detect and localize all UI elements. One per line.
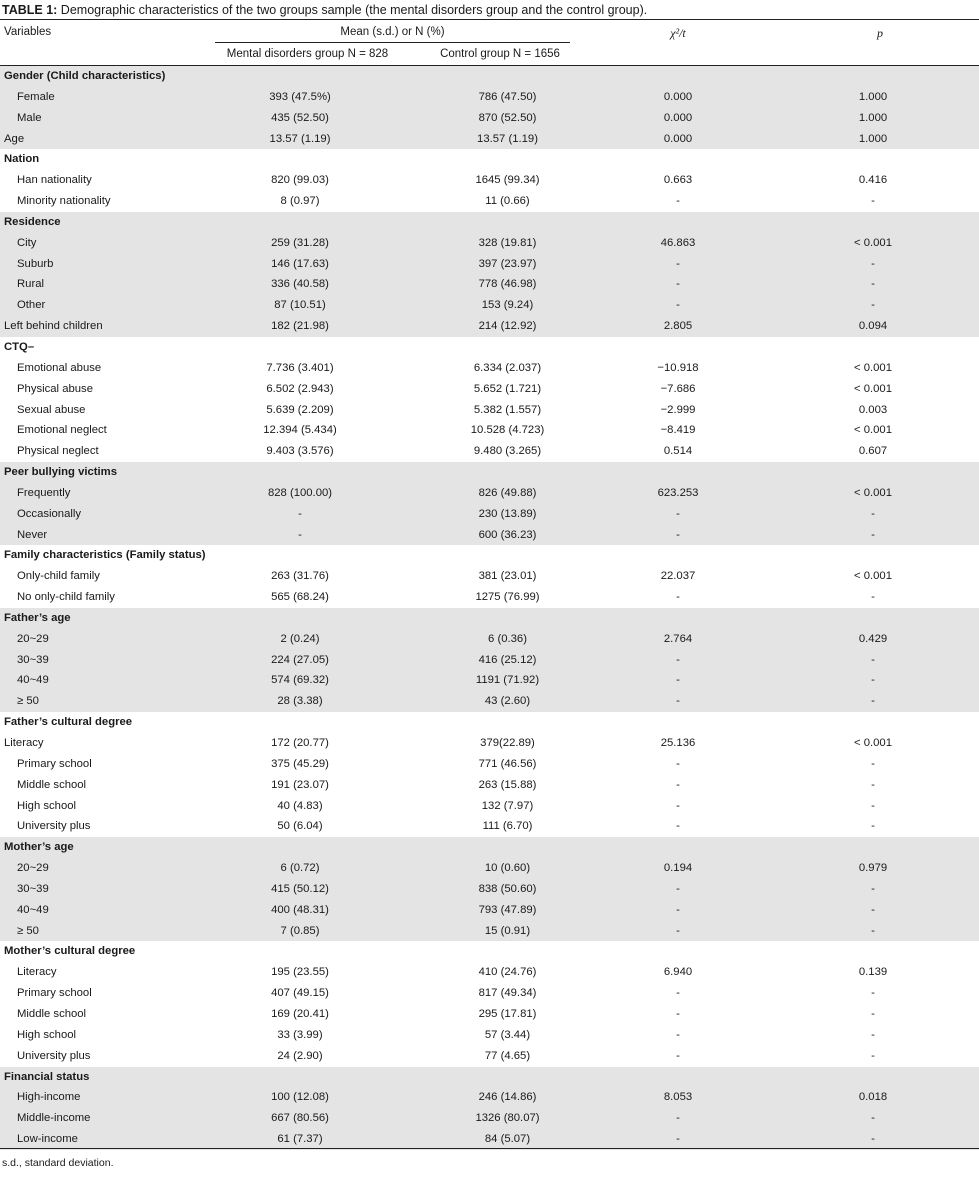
row-p-value: - [871, 987, 875, 1000]
table-row [0, 691, 979, 712]
row-p-value: 0.416 [858, 174, 888, 187]
row-group2-value: 870 (52.50) [478, 111, 537, 124]
row-group1-value: 393 (47.5%) [269, 90, 331, 103]
row-group1-value: 169 (20.41) [271, 1007, 329, 1020]
row-label: Never [17, 528, 48, 541]
table-row [0, 170, 979, 191]
row-label: Mother’s age [4, 841, 74, 854]
table-row [0, 191, 979, 212]
row-group1-value: 50 (6.04) [277, 820, 323, 833]
row-chi-value: 25.136 [660, 737, 696, 749]
header-mean: Mean (s.d.) or N (%) [340, 26, 445, 38]
row-group1-value: - [298, 507, 302, 520]
table-row [0, 962, 979, 983]
row-label: Nation [4, 153, 40, 166]
table-row [0, 900, 979, 921]
row-p-value: - [871, 1007, 875, 1020]
row-group2-value: 9.480 (3.265) [473, 445, 542, 458]
row-group2-value: 600 (36.23) [478, 528, 537, 541]
row-label: Low-income [17, 1133, 78, 1146]
row-group1-value: 5.639 (2.209) [266, 403, 334, 416]
row-label: Physical neglect [17, 445, 99, 458]
row-p-value: - [871, 653, 875, 666]
table-row [0, 1087, 979, 1108]
table-row [0, 775, 979, 796]
row-label: Suburb [17, 257, 54, 270]
row-group2-value: 838 (50.60) [478, 882, 537, 895]
table-footnote: s.d., standard deviation. [2, 1157, 114, 1169]
row-group2-value: 1191 (71.92) [475, 674, 540, 687]
row-label: Emotional neglect [17, 424, 107, 437]
row-p-value: - [871, 1028, 875, 1041]
table-row [0, 274, 979, 295]
row-group2-value: 381 (23.01) [478, 570, 537, 583]
row-label: Family characteristics (Family status) [4, 549, 206, 562]
row-p-value: - [871, 257, 875, 270]
row-group2-value: 6.334 (2.037) [473, 361, 542, 374]
row-p-value: - [871, 924, 875, 937]
row-group2-value: 246 (14.86) [478, 1091, 537, 1104]
table-row [0, 1046, 979, 1067]
row-p-value: - [871, 591, 875, 604]
row-chi-value: - [676, 507, 680, 520]
row-group1-value: 415 (50.12) [271, 882, 329, 895]
row-label: ≥ 50 [17, 924, 39, 937]
row-p-value: 0.139 [858, 966, 888, 979]
row-group1-value: 12.394 (5.434) [263, 424, 337, 437]
row-label: Literacy [17, 966, 57, 979]
row-group1-value: 172 (20.77) [271, 737, 329, 749]
row-group1-value: 400 (48.31) [271, 903, 329, 916]
row-p-value: - [871, 278, 875, 291]
bottom-rule [0, 1148, 979, 1149]
row-group1-value: 9.403 (3.576) [266, 445, 334, 458]
caption-label: TABLE 1: [2, 3, 58, 17]
row-chi-value: - [676, 1133, 680, 1146]
row-label: Literacy [4, 737, 44, 749]
row-group1-value: 61 (7.37) [277, 1133, 323, 1146]
row-chi-value: - [676, 653, 680, 666]
row-label: ≥ 50 [17, 695, 39, 708]
table-row [0, 316, 979, 337]
row-chi-value: - [676, 882, 680, 895]
row-p-value: - [871, 882, 875, 895]
row-group1-value: 100 (12.08) [271, 1091, 329, 1104]
table-row [0, 87, 979, 108]
row-label: Mother’s cultural degree [4, 945, 136, 958]
row-p-value: - [871, 299, 875, 312]
table-row [0, 233, 979, 254]
table-caption [2, 3, 647, 17]
row-label: Rural [17, 278, 44, 291]
row-p-value: 1.000 [858, 90, 888, 103]
table-row [0, 754, 979, 775]
row-p-value: - [871, 674, 875, 687]
row-group1-value: 435 (52.50) [271, 111, 329, 124]
table-row [0, 858, 979, 879]
row-p-value: - [871, 778, 875, 791]
row-p-value: < 0.001 [853, 424, 892, 437]
row-group1-value: 40 (4.83) [277, 799, 323, 812]
row-p-value: - [871, 799, 875, 812]
row-chi-value: - [676, 903, 680, 916]
table-row [0, 733, 979, 754]
row-group1-value: 375 (45.29) [271, 757, 329, 770]
table-row [0, 921, 979, 942]
table-row [0, 629, 979, 650]
row-chi-value: - [676, 195, 680, 208]
row-group1-value: - [298, 528, 302, 541]
row-group1-value: 565 (68.24) [271, 591, 329, 604]
row-chi-value: −10.918 [657, 361, 699, 374]
row-group1-value: 24 (2.90) [277, 1049, 323, 1062]
row-group2-value: 84 (5.07) [484, 1133, 531, 1146]
row-p-value: 0.094 [858, 320, 888, 333]
row-p-value: < 0.001 [853, 361, 892, 374]
table-row [0, 295, 979, 316]
row-group1-value: 8 (0.97) [280, 195, 320, 208]
row-group2-value: 1645 (99.34) [475, 174, 540, 187]
row-group2-value: 153 (9.24) [481, 299, 534, 312]
table-row [0, 1025, 979, 1046]
row-label: CTQ– [4, 340, 35, 353]
table-section-header [0, 462, 979, 483]
row-label: Middle-income [17, 1112, 91, 1125]
row-group1-value: 195 (23.55) [271, 966, 329, 979]
row-group1-value: 182 (21.98) [271, 320, 329, 333]
row-p-value: < 0.001 [853, 236, 892, 249]
row-group2-value: 786 (47.50) [478, 90, 537, 103]
row-group2-value: 1326 (80.07) [475, 1112, 540, 1125]
row-group2-value: 10 (0.60) [484, 862, 531, 875]
row-group1-value: 146 (17.63) [271, 257, 329, 270]
row-group2-value: 328 (19.81) [478, 236, 537, 249]
row-label: Financial status [4, 1070, 90, 1083]
row-chi-value: −8.419 [660, 424, 696, 437]
table-row [0, 1108, 979, 1129]
row-label: Emotional abuse [17, 361, 102, 374]
row-p-value: - [871, 1112, 875, 1125]
row-label: Middle school [17, 778, 87, 791]
row-group2-value: 379(22.89) [480, 737, 535, 749]
top-rule [0, 19, 979, 20]
row-chi-value: 0.514 [663, 445, 693, 458]
table-section-header [0, 941, 979, 962]
row-p-value: 0.018 [858, 1091, 888, 1104]
row-group2-value: 410 (24.76) [478, 966, 537, 979]
row-label: 20~29 [17, 632, 49, 645]
row-p-value: 0.979 [858, 862, 888, 875]
row-group2-value: 13.57 (1.19) [477, 132, 538, 145]
row-label: High-income [17, 1091, 81, 1104]
row-p-value: - [871, 903, 875, 916]
row-group2-value: 5.382 (1.557) [473, 403, 542, 416]
row-chi-value: - [676, 278, 680, 291]
row-chi-value: 0.000 [663, 111, 693, 124]
row-group1-value: 28 (3.38) [277, 695, 323, 708]
table-row [0, 420, 979, 441]
row-p-value: - [871, 1049, 875, 1062]
row-group2-value: 771 (46.56) [478, 757, 537, 770]
row-group2-value: 6 (0.36) [488, 632, 527, 645]
row-chi-value: 0.000 [663, 132, 693, 145]
row-group1-value: 574 (69.32) [271, 674, 329, 687]
row-group2-value: 1275 (76.99) [475, 591, 540, 604]
row-group2-value: 295 (17.81) [478, 1007, 537, 1020]
row-label: University plus [17, 820, 91, 833]
row-label: No only-child family [17, 591, 115, 604]
row-label: High school [17, 799, 77, 812]
row-p-value: - [871, 195, 875, 208]
row-label: Gender (Child characteristics) [4, 70, 166, 82]
row-chi-value: - [676, 528, 680, 541]
table-row [0, 566, 979, 587]
row-group1-value: 6 (0.72) [280, 862, 320, 875]
row-chi-value: - [676, 778, 680, 791]
row-group1-value: 224 (27.05) [271, 653, 329, 666]
row-group1-value: 820 (99.03) [271, 174, 329, 187]
row-label: Physical abuse [17, 382, 93, 395]
row-label: Minority nationality [17, 195, 111, 208]
row-p-value: < 0.001 [853, 570, 892, 583]
table-section-header [0, 837, 979, 858]
row-chi-value: - [676, 757, 680, 770]
row-group2-value: 778 (46.98) [478, 278, 537, 291]
row-chi-value: - [676, 257, 680, 270]
row-label: Other [17, 299, 46, 312]
table-row [0, 504, 979, 525]
row-chi-value: - [676, 987, 680, 1000]
row-p-value: - [871, 695, 875, 708]
row-chi-value: - [676, 1112, 680, 1125]
row-p-value: 0.429 [858, 632, 888, 645]
row-group1-value: 87 (10.51) [274, 299, 326, 312]
header-group1: Mental disorders group N = 828 [226, 48, 389, 60]
header-p: p [877, 26, 883, 40]
row-label: Han nationality [17, 174, 92, 187]
row-group2-value: 214 (12.92) [478, 320, 537, 333]
table-row [0, 983, 979, 1004]
row-p-value: < 0.001 [853, 486, 892, 499]
row-chi-value: 22.037 [660, 570, 696, 583]
table-row [0, 1129, 979, 1150]
row-p-value: < 0.001 [853, 382, 892, 395]
row-chi-value: 2.805 [663, 320, 693, 333]
row-group2-value: 77 (4.65) [484, 1049, 531, 1062]
row-chi-value: - [676, 1028, 680, 1041]
table-row [0, 358, 979, 379]
row-group2-value: 230 (13.89) [478, 507, 537, 520]
row-label: Age [4, 132, 25, 145]
table-row [0, 650, 979, 671]
row-group1-value: 191 (23.07) [271, 778, 329, 791]
row-chi-value: −7.686 [660, 382, 696, 395]
row-label: Frequently [17, 486, 71, 499]
row-label: Middle school [17, 1007, 87, 1020]
row-chi-value: - [676, 591, 680, 604]
row-chi-value: −2.999 [660, 403, 696, 416]
row-label: Sexual abuse [17, 403, 86, 416]
row-label: Peer bullying victims [4, 466, 118, 479]
row-group2-value: 397 (23.97) [478, 257, 537, 270]
table-row [0, 796, 979, 817]
table-row [0, 483, 979, 504]
row-p-value: - [871, 1133, 875, 1146]
table-row [0, 379, 979, 400]
row-chi-value: - [676, 299, 680, 312]
row-p-value: 0.607 [858, 445, 888, 458]
row-group1-value: 667 (80.56) [271, 1112, 329, 1125]
row-label: Primary school [17, 757, 92, 770]
row-group2-value: 263 (15.88) [478, 778, 537, 791]
row-chi-value: - [676, 820, 680, 833]
header-group2: Control group N = 1656 [440, 48, 560, 60]
row-group2-value: 817 (49.34) [478, 987, 537, 1000]
row-label: Male [17, 111, 42, 124]
row-chi-value: 6.940 [663, 966, 693, 979]
row-p-value: - [871, 757, 875, 770]
table-row [0, 254, 979, 275]
table-section-header [0, 212, 979, 233]
table-row [0, 525, 979, 546]
row-chi-value: 46.863 [660, 236, 696, 249]
row-label: Female [17, 90, 55, 103]
row-group2-value: 43 (2.60) [484, 695, 531, 708]
row-chi-value: - [676, 695, 680, 708]
row-label: Father’s cultural degree [4, 716, 133, 729]
row-group1-value: 828 (100.00) [267, 486, 333, 499]
row-chi-value: - [676, 1007, 680, 1020]
row-group2-value: 416 (25.12) [478, 653, 537, 666]
row-group2-value: 10.528 (4.723) [470, 424, 545, 437]
row-label: 40~49 [17, 903, 49, 916]
table-row [0, 670, 979, 691]
row-group1-value: 2 (0.24) [280, 632, 320, 645]
table-section-header [0, 712, 979, 733]
row-group2-value: 15 (0.91) [484, 924, 531, 937]
row-p-value: 1.000 [858, 132, 888, 145]
row-group2-value: 826 (49.88) [478, 486, 537, 499]
caption-text: Demographic characteristics of the two groups sample (the mental disorders group and the control group). [57, 3, 648, 17]
row-label: Only-child family [17, 570, 100, 583]
row-label: 20~29 [17, 862, 49, 875]
row-group2-value: 132 (7.97) [481, 799, 534, 812]
row-group2-value: 57 (3.44) [484, 1028, 531, 1041]
row-group1-value: 6.502 (2.943) [266, 382, 334, 395]
row-label: Primary school [17, 987, 92, 1000]
row-chi-value: 2.764 [663, 632, 693, 645]
row-label: Father’s age [4, 611, 71, 624]
table-section-header [0, 1067, 979, 1088]
row-label: University plus [17, 1049, 91, 1062]
row-group1-value: 407 (49.15) [271, 987, 329, 1000]
row-p-value: - [871, 507, 875, 520]
row-label: Left behind children [4, 320, 103, 333]
row-group1-value: 259 (31.28) [271, 236, 329, 249]
row-chi-value: 0.663 [663, 174, 693, 187]
row-group2-value: 111 (6.70) [482, 820, 533, 833]
table-row [0, 816, 979, 837]
row-chi-value: 623.253 [657, 486, 699, 499]
row-p-value: < 0.001 [853, 737, 892, 749]
row-label: 30~39 [17, 882, 49, 895]
row-group2-value: 793 (47.89) [478, 903, 537, 916]
row-group1-value: 33 (3.99) [277, 1028, 323, 1041]
row-p-value: 0.003 [858, 403, 888, 416]
table-section-header [0, 66, 979, 87]
table-row [0, 129, 979, 150]
row-chi-value: 8.053 [663, 1091, 693, 1104]
table-row [0, 879, 979, 900]
row-group1-value: 7.736 (3.401) [266, 361, 334, 374]
row-p-value: - [871, 820, 875, 833]
row-chi-value: - [676, 674, 680, 687]
row-p-value: - [871, 528, 875, 541]
header-variables: Variables [4, 26, 52, 38]
row-chi-value: 0.000 [663, 90, 693, 103]
table-row [0, 587, 979, 608]
row-chi-value: - [676, 924, 680, 937]
row-group1-value: 263 (31.76) [271, 570, 329, 583]
table-row [0, 400, 979, 421]
row-label: Residence [4, 215, 61, 228]
table-row [0, 441, 979, 462]
table-section-header [0, 545, 979, 566]
row-label: 30~39 [17, 653, 49, 666]
header-chi: χ²/t [670, 26, 686, 40]
row-p-value: 1.000 [858, 111, 888, 124]
header-mean-rule [215, 42, 570, 43]
row-chi-value: - [676, 1049, 680, 1062]
table-section-header [0, 608, 979, 629]
table-body [0, 66, 979, 1150]
row-chi-value: - [676, 799, 680, 812]
table-section-header [0, 337, 979, 358]
row-label: High school [17, 1028, 77, 1041]
row-chi-value: 0.194 [663, 862, 693, 875]
row-label: Occasionally [17, 507, 82, 520]
row-group1-value: 13.57 (1.19) [269, 132, 331, 145]
row-group2-value: 5.652 (1.721) [473, 382, 542, 395]
row-group2-value: 11 (0.66) [485, 195, 530, 208]
row-label: City [17, 236, 37, 249]
table-row [0, 108, 979, 129]
table-section-header [0, 149, 979, 170]
table-row [0, 1004, 979, 1025]
row-label: 40~49 [17, 674, 49, 687]
row-group1-value: 7 (0.85) [280, 924, 320, 937]
row-group1-value: 336 (40.58) [271, 278, 329, 291]
